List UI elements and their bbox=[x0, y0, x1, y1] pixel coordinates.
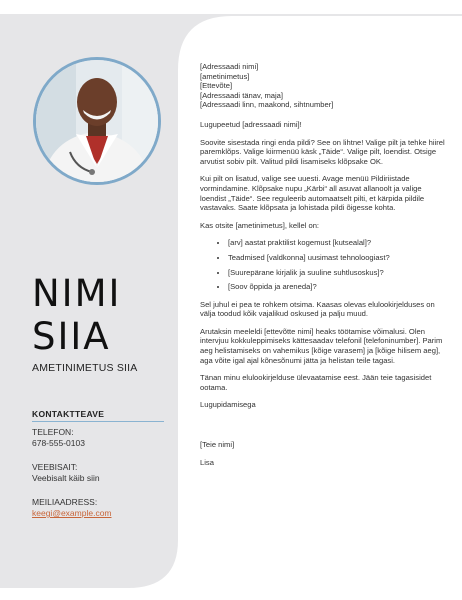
letter-body bbox=[200, 62, 445, 475]
name-line-1: NIMI bbox=[32, 272, 122, 315]
paragraph-3: Kas otsite [ametinimetus], kellel on: bbox=[200, 220, 320, 230]
list-item: • [Soov õppida ja areneda]? bbox=[228, 282, 445, 292]
address-line: [Adressaadi tänav, maja] bbox=[200, 90, 284, 100]
website-value: Veebisalt käib siin bbox=[32, 473, 100, 483]
website-label: VEEBISAIT: bbox=[32, 462, 78, 472]
enclosure: Lisa bbox=[200, 457, 214, 467]
address-line: [Adressaadi linn, maakond, sihtnumber] bbox=[200, 100, 334, 110]
paragraph-6: Tänan minu elulookirjelduse ülevaatamise eest. Jään teie tagasisidet ootama. bbox=[200, 373, 432, 392]
signature-space bbox=[200, 418, 445, 440]
address-line: [Ettevõte] bbox=[200, 81, 233, 91]
paragraph-5: Arutaksin meeleldi [ettevõtte nimi] heaks töötamise võimalusi. Olen intervjuu kokkuleppimiseks kättesaadav telefonil [telefoninumber]. Parim aeg helistamiseks on vahemikus [kõige varasem] ja [kõige hilisem aeg], aga võite igal ajal kõnesõnumi jätta ja helistan teile tagasi. bbox=[200, 326, 443, 365]
qualifications-list bbox=[200, 238, 445, 291]
address-line: [ametinimetus] bbox=[200, 71, 250, 81]
person-photo-icon bbox=[36, 60, 158, 182]
recipient-address bbox=[200, 62, 445, 110]
phone-label: TELEFON: bbox=[32, 427, 74, 437]
name-line-2: SIIA bbox=[32, 315, 111, 358]
signature-name: [Teie nimi] bbox=[200, 440, 235, 450]
address-line: [Adressaadi nimi] bbox=[200, 62, 259, 71]
contact-divider bbox=[32, 421, 164, 422]
paragraph-4: Sel juhul ei pea te rohkem otsima. Kaasas olevas elulookirjelduses on välja toodud kõik vajalikud oskused ja palju muud. bbox=[200, 299, 435, 319]
applicant-name bbox=[32, 272, 121, 358]
list-item: • [arv] aastat praktilist kogemust [kutsealal]? bbox=[228, 238, 445, 248]
email-link[interactable]: keegi@example.com bbox=[32, 508, 112, 518]
job-title: AMETINIMETUS SIIA bbox=[32, 362, 138, 374]
list-item: • [Suurepärane kirjalik ja suuline suhtlusoskus]? bbox=[228, 268, 445, 278]
closing: Lugupidamisega bbox=[200, 400, 256, 410]
paragraph-2: Kui pilt on lisatud, valige see uuesti. Avage menüü Pildiriistade vormindamine. Klõpsake nupu „Kärbi“ all asuvat allanoolt ja valige loendist „Täide“. See reguleerib automaatselt pilti, et kärpida pildile vastavaks. Saate klõpsata ja lohistada pildi õigesse kohta. bbox=[200, 174, 425, 213]
paragraph-1: Soovite sisestada ringi enda pildi? See on lihtne! Valige pilt ja tehke hiirel paremklõps. Valige kiirmenüü käsk „Täide“. Valige pilt, loendist. Otsige arvutist sobiv pilt. Valitud pildi lisamiseks klõpsake OK. bbox=[200, 137, 445, 166]
phone-value: 678-555-0103 bbox=[32, 438, 85, 448]
list-item: • Teadmised [valdkonna] uusimast tehnoloogiast? bbox=[228, 253, 445, 263]
salutation: Lugupeetud [adressaadi nimi]! bbox=[200, 119, 302, 129]
email-label: MEILIAADRESS: bbox=[32, 497, 98, 507]
contact-heading: KONTAKTTEAVE bbox=[32, 409, 105, 419]
profile-photo[interactable] bbox=[33, 57, 161, 185]
